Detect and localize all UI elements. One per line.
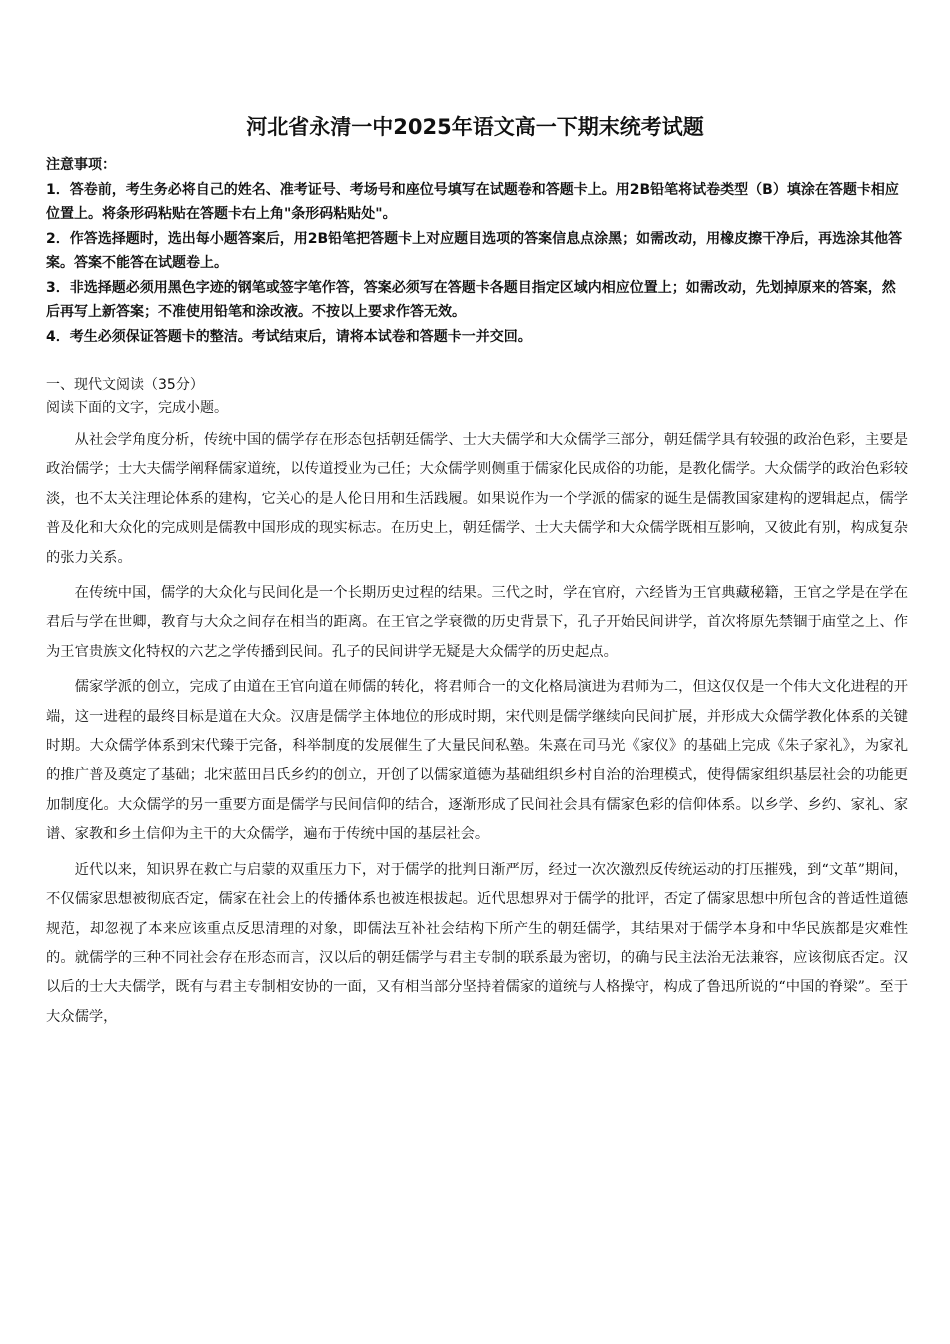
article-paragraph: 从社会学角度分析，传统中国的儒学存在形态包括朝廷儒学、士大夫儒学和大众儒学三部分，朝廷儒学具有较强的政治色彩，主要是政治儒学；士大夫儒学阐释儒家道统，以传道授业为己任；大众儒学则侧重于儒家化民成俗的功能，是教化儒学。大众儒学的政治色彩较淡，也不太关注理论体系的建构，它关心的是人伦日用和生活践履。如果说作为一个学派的儒家的诞生是儒教国家建构的逻辑起点，儒学普及化和大众化的完成则是儒教中国形成的现实标志。在历史上，朝廷儒学、士大夫儒学和大众儒学既相互影响，又彼此有别，构成复杂的张力关系。: [46, 432, 908, 566]
article-paragraph: 在传统中国，儒学的大众化与民间化是一个长期历史过程的结果。三代之时，学在官府，六经皆为王官典藏秘籍，王官之学是在学在君后与学在世卿，教育与大众之间存在相当的距离。在王官之学衰微的历史背景下，孔子开始民间讲学，首次将原先禁锢于庙堂之上、作为王官贵族文化特权的六艺之学传播到民间。孔子的民间讲学无疑是大众儒学的历史起点。: [46, 585, 908, 660]
reading-article: [46, 426, 908, 1038]
section-heading: 一、现代文阅读（35分）: [46, 377, 204, 393]
notice-heading: 注意事项：: [46, 157, 116, 173]
notice-item: 4．考生必须保证答题卡的整洁。考试结束后，请将本试卷和答题卡一并交回。: [46, 328, 532, 345]
article-paragraph: 近代以来，知识界在救亡与启蒙的双重压力下，对于儒学的批判日渐严厉，经过一次次激烈反传统运动的打压摧残，到“文革”期间，不仅儒家思想被彻底否定，儒家在社会上的传播体系也被连根拔起。近代思想界对于儒学的批评，否定了儒家思想中所包含的普适性道德规范，却忽视了本来应该重点反思清理的对象，即儒法互补社会结构下所产生的朝廷儒学，其结果对于儒学本身和中华民族都是灾难性的。就儒学的三种不同社会存在形态而言，汉以后的朝廷儒学与君主专制的联系最为密切，的确与民主法治无法兼容，应该彻底否定。汉以后的士大夫儒学，既有与君主专制相安协的一面，又有相当部分坚持着儒家的道统与人格操守，构成了鲁迅所说的“中国的脊梁”。至于大众儒学，: [46, 861, 908, 1025]
section-header: [46, 374, 908, 419]
notice-block: [46, 153, 908, 349]
notice-item: 2．作答选择题时，选出每小题答案后，用2B铅笔把答题卡上对应题目选项的答案信息点涂黑；如需改动，用橡皮擦干净后，再选涂其他答案。答案不能答在试题卷上。: [46, 230, 903, 271]
exam-title: 河北省永清一中2025年语文高一下期末统考试题: [246, 115, 704, 139]
notice-item: 1．答卷前，考生务必将自己的姓名、准考证号、考场号和座位号填写在试题卷和答题卡上。用2B铅笔将试卷类型（B）填涂在答题卡相应位置上。将条形码粘贴在答题卡右上角"条形码粘贴处"。: [46, 181, 899, 222]
notice-item: 3．非选择题必须用黑色字迹的钢笔或签字笔作答，答案必须写在答题卡各题目指定区域内相应位置上；如需改动，先划掉原来的答案，然后再写上新答案；不准使用铅笔和涂改液。不按以上要求作答无效。: [46, 279, 896, 320]
section-instruction: 阅读下面的文字，完成小题。: [46, 400, 228, 416]
article-paragraph: 儒家学派的创立，完成了由道在王官向道在师儒的转化，将君师合一的文化格局演进为君师为二，但这仅仅是一个伟大文化进程的开端，这一进程的最终目标是道在大众。汉唐是儒学主体地位的形成时期，宋代则是儒学继续向民间扩展，并形成大众儒学教化体系的关键时期。大众儒学体系到宋代臻于完备，科举制度的发展催生了大量民间私塾。朱熹在司马光《家仪》的基础上完成《朱子家礼》，为家礼的推广普及奠定了基础；北宋蓝田吕氏乡约的创立，开创了以儒家道德为基础组织乡村自治的治理模式，使得儒家组织基层社会的功能更加制度化。大众儒学的另一重要方面是儒学与民间信仰的结合，逐渐形成了民间社会具有儒家色彩的信仰体系。以乡学、乡约、家礼、家谱、家教和乡土信仰为主干的大众儒学，遍布于传统中国的基层社会。: [46, 679, 908, 843]
